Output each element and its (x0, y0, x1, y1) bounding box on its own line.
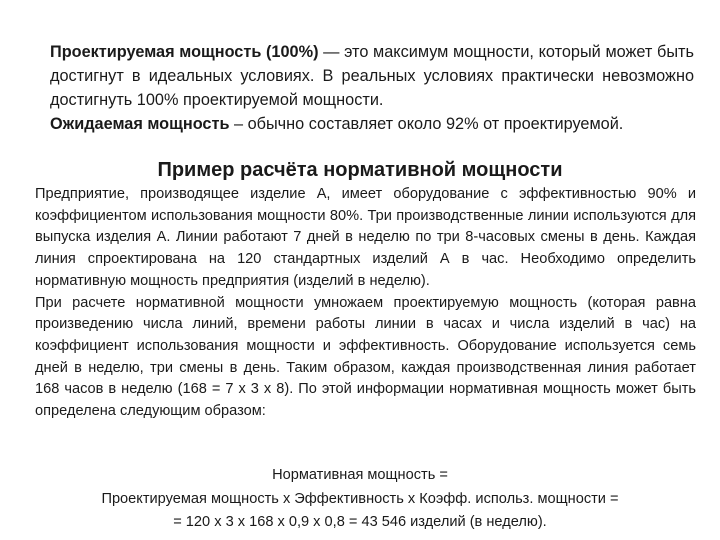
example-solution-paragraph: При расчете нормативной мощности умножаем проектируемую мощность (которая равна произведению числа линий, времени работы линии в часах и числа изделий в час) на коэффициент использования мощности и эффективность. Оборудование используется семь дней в неделю, три смены в день. Таким образом, каждая производственная линия работает 168 часов в неделю (168 = 7 х 3 х 8). По этой информации нормативная мощность может быть определена следующим образом: (35, 294, 696, 420)
example-problem-paragraph: Предприятие, производящее изделие А, имеет оборудование с эффективностью 90% и коэффициентом использования мощности 80%. Три производственные линии используются для выпуска изделия А. Линии работают 7 дней в неделю по три 8-часовых смены в день. Каждая линия спроектирована на 120 стандартных изделий А в час. Необходимо определить нормативную мощность предприятия (изделий в неделю). (35, 186, 696, 289)
expected-capacity-definition: – обычно составляет около 92% от проектируемой. (229, 115, 624, 133)
section-heading: Пример расчёта нормативной мощности (157, 159, 563, 181)
intro-paragraph-expected-capacity (50, 112, 694, 136)
formula-line-3: = 120 х 3 х 168 х 0,9 х 0,8 = 43 546 изделий (в неделю). (173, 514, 547, 530)
formula-block (0, 464, 720, 535)
example-text (35, 184, 696, 423)
intro-paragraph-design-capacity (50, 40, 694, 112)
term-design-capacity: Проектируемая мощность (100%) (50, 43, 319, 61)
intro-block (50, 40, 694, 136)
design-capacity-definition: — это максимум мощности, который может быть достигнут в идеальных условиях. В реальных условиях практически невозможно достигнуть 100% проектируемой мощности. (50, 43, 694, 109)
term-expected-capacity: Ожидаемая мощность (50, 115, 230, 133)
formula-line-2: Проектируемая мощность х Эффективность х Коэфф. использ. мощности = (101, 490, 619, 507)
formula-line-1: Нормативная мощность = (272, 467, 448, 483)
